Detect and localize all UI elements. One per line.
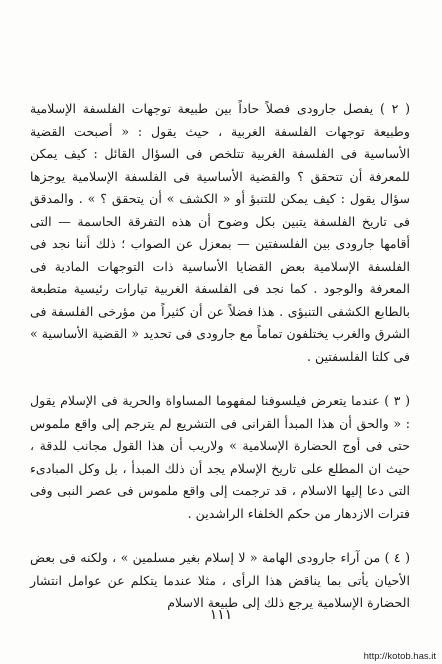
paragraph-4: ( ٤ ) من آراء جارودى الهامة « لا إسلام بغير مسلمين » ، ولكنه فى بعض الأحيان يأتى بما يناقض هذا الرأى ، مثلا عندما يتكلم عن عوامل انتشار الحضارة الإسلامية يرجع ذلك إلى طبيعة الاسلام — [30, 550, 410, 610]
source-url-watermark: http://kotob.has.it — [363, 651, 436, 662]
page-number: ١١١ — [209, 607, 233, 623]
paragraph-2: ( ٢ ) يفصل جارودى فصلاً حاداً بين طبيعة توجهات الفلسفة الإسلامية وطبيعة توجهات الفلسفة الغربية ، حيث يقول : « أصبحت القضية الأساسية فى الفلسفة الغربية تتلخص فى السؤال القائل : كيف يمكن للمعرفة أن تتحقق ؟ والقضية الأساسية فى الفلسفة الإسلامية يوجزها سؤال يقول : كيف يمكن للتنبؤ أو « الكشف » أن يتحقق ؟ » . والمدقق فى تاريخ الفلسفة يتبين بكل وضوح أن هذه التفرقة الحاسمة — التى أقامها جارودى بين الفلسفتين — بمعزل عن الصواب ؛ ذلك أننا نجد فى الفلسفة الإسلامية بعض القضايا الأساسية ذات التوجهات المادية فى المعرفة والوجود . كما نجد فى الفلسفة الغربية تيارات رئيسية متطبعة بالطابع الكشفى التنبؤى . هذا فضلاً عن أن كثيراً من مؤرخى الفلسفة فى الشرق والغرب يختلفون تماماً مع جارودى فى تحديد « القضية الأساسية » فى كلتا الفلسفتين . — [30, 101, 410, 364]
paragraph-3: ( ٣ ) عندما يتعرض فيلسوفنا لمفهوما المساواة والحرية فى الإسلام يقول : « والحق أن هذا المبدأ القرانى فى التشريع لم يترجم إلى واقع ملموس حتى فى أوج الحضارة الإسلامية » ولاريب أن هذا القول مجانب للدقة ، حيث ان المطلع على تاريخ الإسلام يجد أن ذلك المبدأ ، بل وكل المبادىء التى دعا إليها الاسلام ، قد ترجمت إلى واقع ملموس فى عصر النبى وفى فترات الازدهار من حكم الخلفاء الراشدين . — [30, 393, 410, 521]
body-text — [30, 98, 410, 615]
